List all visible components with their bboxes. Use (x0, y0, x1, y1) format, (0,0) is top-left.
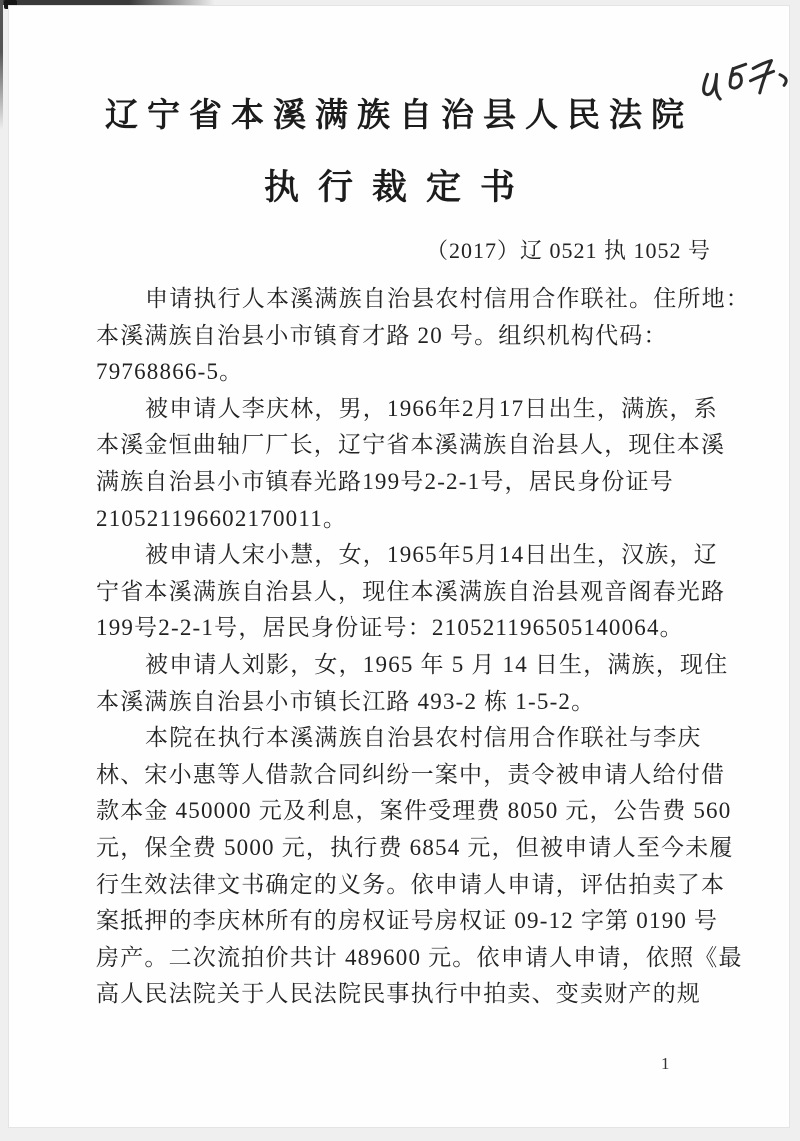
text-line: 被申请人李庆林，男，1966年2月17日出生，满族，系 (145, 395, 718, 421)
text-line: 申请执行人本溪满族自治县农村信用合作联社。住所地： (145, 286, 750, 311)
text-line: 元，保全费 5000 元，执行费 6854 元，但被申请人至今未履 (96, 834, 734, 860)
paragraph (96, 720, 743, 1013)
court-name: 辽宁省本溪满族自治县人民法院 (105, 98, 693, 134)
document-body (96, 281, 750, 1013)
page-number: 1 (661, 1054, 670, 1073)
text-line: 满族自治县小市镇春光路199号2-2-1号，居民身份证号 (96, 468, 674, 494)
text-line: 高人民法院关于人民法院民事执行中拍卖、变卖财产的规 (96, 981, 701, 1007)
text-line: 本溪满族自治县小市镇长江路 493-2 栋 1-5-2。 (96, 688, 596, 714)
text-line: 行生效法律文书确定的义务。依申请人申请，评估拍卖了本 (96, 871, 726, 897)
text-line: 210521196602170011。 (96, 505, 348, 531)
text-line: 本院在执行本溪满族自治县农村信用合作联社与李庆 (145, 725, 702, 751)
scan-artifact-left-streak (0, 0, 3, 130)
text-line: 房产。二次流拍价共计 489600 元。依申请人申请，依照《最 (96, 944, 743, 970)
text-line: 本溪金恒曲轴厂厂长，辽宁省本溪满族自治县人，现住本溪 (96, 432, 726, 458)
text-line: 被申请人宋小慧，女，1965年5月14日出生，汉族，辽 (145, 542, 718, 568)
paragraph (96, 281, 750, 391)
text-line: 79768866-5。 (96, 359, 244, 385)
text-line: 款本金 450000 元及利息，案件受理费 8050 元，公告费 560 (96, 798, 732, 824)
text-line: 被申请人刘影，女，1965 年 5 月 14 日生，满族，现住 (145, 651, 729, 677)
paragraph (96, 537, 732, 647)
document-title: 执行裁定书 (263, 168, 534, 207)
paragraph (96, 647, 732, 720)
paragraph (96, 391, 732, 537)
text-line: 本溪满族自治县小市镇育才路 20 号。组织机构代码： (96, 322, 668, 348)
text-line: 案抵押的李庆林所有的房权证号房权证 09-12 字第 0190 号 (96, 908, 719, 934)
text-line: 宁省本溪满族自治县人，现住本溪满族自治县观音阁春光路 (96, 578, 726, 604)
document-page (8, 5, 790, 1128)
text-line: 199号2-2-1号，居民身份证号：210521196505140064。 (96, 615, 684, 641)
text-line: 林、宋小惠等人借款合同纠纷一案中，责令被申请人给付借 (96, 761, 726, 787)
case-number: （2017）辽 0521 执 1052 号 (425, 238, 711, 263)
